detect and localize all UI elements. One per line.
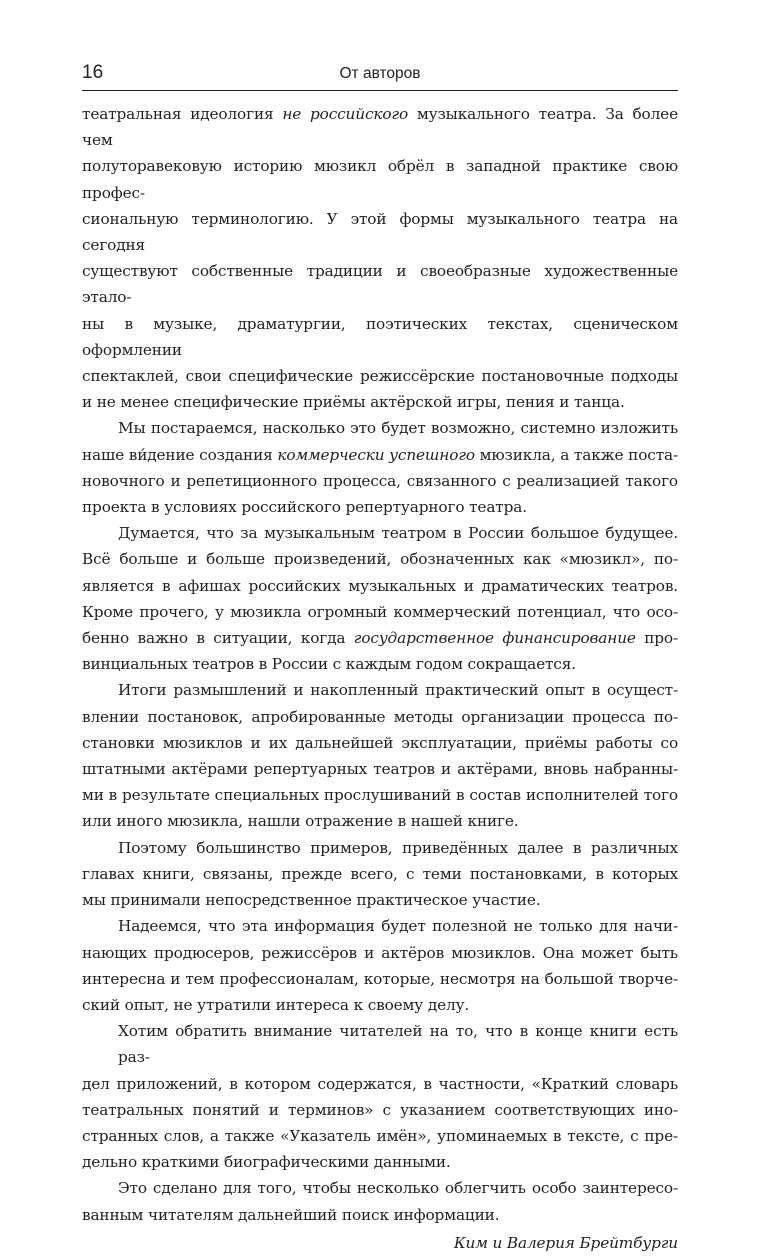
page-body: [82, 101, 678, 1256]
text-run: нающих продюсеров, режиссёров и актёров мюзиклов. Она может быть: [82, 943, 678, 962]
text-run: является в афишах российских музыкальных и драматических театров.: [82, 576, 678, 595]
text-line: [82, 887, 678, 913]
text-run: или иного мюзикла, нашли отражение в нашей книге.: [82, 812, 519, 831]
text-run: влении постановок, апробированные методы организации процесса по-: [82, 707, 678, 726]
text-run: сиональную терминологию. У этой формы музыкального театра на сегодня: [82, 209, 678, 255]
emphasis-text: государственное финансирование: [353, 629, 636, 648]
text-run: Итоги размышлений и накопленный практический опыт в осущест-: [118, 681, 678, 700]
text-run: полуторавековую историю мюзикл обрёл в западной практике свою профес-: [82, 157, 678, 202]
text-run: театральная идеология: [82, 105, 283, 123]
text-run: Всё больше и больше произведений, обозначенных как «мюзикл», по-: [82, 550, 678, 569]
text-run: музыкального театра. За более чем: [82, 105, 678, 150]
paragraph: [82, 520, 678, 677]
text-run: штатными актёрами репертуарных театров и актёрами, вновь набранны-: [82, 760, 678, 779]
paragraph: [82, 913, 678, 1018]
signature: Ким и Валерия Брейтбурги: [453, 1233, 678, 1252]
text-line: [82, 1123, 678, 1149]
text-run: Поэтому большинство примеров, приведённых далее в различных: [118, 838, 678, 857]
text-line: [82, 1149, 678, 1175]
text-line: [82, 966, 678, 992]
body-text: [82, 101, 678, 1228]
text-line: [82, 677, 678, 703]
emphasis-text: коммерчески успешного: [277, 445, 475, 464]
text-line: [82, 101, 678, 153]
text-run: существуют собственные традиции и своеобразные художественные этало-: [82, 262, 678, 307]
text-run: Хотим обратить внимание читателей на то, что в конце книги есть раз-: [118, 1022, 678, 1067]
paragraph: [82, 1175, 678, 1227]
text-line: [82, 415, 678, 441]
text-line: [82, 1202, 678, 1228]
text-run: ский опыт, не утратили интереса к своему делу.: [82, 995, 470, 1014]
paragraph: [82, 677, 678, 834]
text-line: [82, 782, 678, 808]
text-run: интересна и тем профессионалам, которые, несмотря на большой творче-: [82, 969, 678, 988]
text-line: [82, 1071, 678, 1097]
text-line: [82, 599, 678, 625]
text-run: становки мюзиклов и их дальнейшей эксплуатации, приёмы работы со: [82, 733, 678, 752]
emphasis-text: не российского: [282, 105, 409, 123]
text-run: ванным читателям дальнейший поиск информации.: [82, 1205, 500, 1224]
text-run: странных слов, а также «Указатель имён», упоминаемых в тексте, с пре-: [82, 1126, 678, 1145]
text-run: театральных понятий и терминов» с указанием соответствующих ино-: [82, 1100, 678, 1119]
text-run: про-: [635, 629, 678, 648]
text-run: Думается, что за музыкальным театром в России большое будущее.: [118, 524, 678, 543]
text-line: [82, 1175, 678, 1201]
running-title: От авторов: [339, 65, 421, 82]
paragraph: [82, 1018, 678, 1175]
text-line: [82, 940, 678, 966]
text-run: Кроме прочего, у мюзикла огромный коммерческий потенциал, что осо-: [82, 602, 678, 621]
text-line: [82, 808, 678, 834]
text-line: [82, 861, 678, 887]
text-run: новочного и репетиционного процесса, связанного с реализацией такого: [82, 471, 678, 490]
paragraph: [82, 835, 678, 914]
text-line: [82, 913, 678, 939]
page-number: 16: [82, 62, 104, 83]
text-line: [82, 1097, 678, 1123]
text-run: Мы постараемся, насколько это будет возможно, системно изложить: [118, 419, 678, 438]
text-run: бенно важно в ситуации, когда: [82, 629, 354, 648]
text-line: [82, 520, 678, 546]
text-run: главах книги, связаны, прежде всего, с теми постановками, в которых: [82, 864, 678, 883]
text-line: [82, 573, 678, 599]
page-header: [82, 58, 678, 91]
text-line: [82, 311, 678, 363]
text-line: [82, 1018, 678, 1070]
text-run: Надеемся, что эта информация будет полезной не только для начи-: [118, 917, 678, 936]
text-run: проекта в условиях российского репертуарного театра.: [82, 498, 527, 517]
text-line: [82, 546, 678, 572]
text-line: [82, 153, 678, 205]
text-run: дел приложений, в котором содержатся, в частности, «Краткий словарь: [82, 1074, 678, 1093]
text-line: [82, 704, 678, 730]
text-run: винциальных театров в России с каждым годом сокращается.: [82, 655, 576, 674]
text-line: [82, 625, 678, 651]
text-line: [82, 206, 678, 258]
paragraph: [82, 101, 678, 415]
text-run: спектаклей, свои специфические режиссёрские постановочные подходы: [82, 367, 678, 386]
text-run: мюзикла, а также поста-: [474, 445, 678, 464]
text-line: [82, 730, 678, 756]
text-line: [82, 992, 678, 1018]
text-run: ны в музыке, драматургии, поэтических текстах, сценическом оформлении: [82, 314, 678, 359]
text-run: наше ви́дение создания: [82, 445, 278, 464]
text-line: [82, 258, 678, 310]
text-line: [82, 442, 678, 468]
text-line: [82, 756, 678, 782]
text-run: ми в результате специальных прослушиваний в состав исполнителей того: [82, 786, 678, 805]
text-run: мы принимали непосредственное практическое участие.: [82, 891, 541, 910]
paragraph: [82, 415, 678, 520]
text-line: [82, 389, 678, 415]
text-line: [82, 363, 678, 389]
text-run: Это сделано для того, чтобы несколько облегчить особо заинтересо-: [118, 1179, 678, 1198]
text-line: [82, 468, 678, 494]
text-line: [82, 651, 678, 677]
text-run: и не менее специфические приёмы актёрской игры, пения и танца.: [82, 393, 625, 412]
text-run: дельно краткими биографическими данными.: [82, 1153, 451, 1172]
text-line: [82, 835, 678, 861]
text-line: [82, 494, 678, 520]
